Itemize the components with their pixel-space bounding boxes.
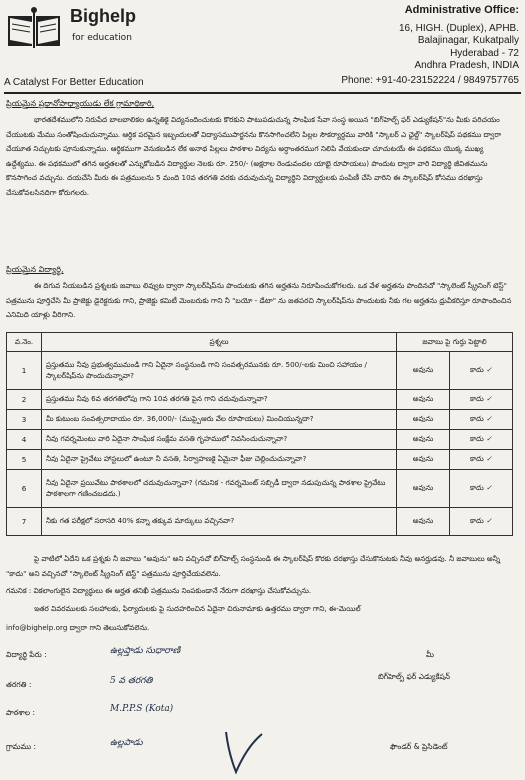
table-row <box>7 470 513 508</box>
answer-no-label: కాదు <box>469 454 484 463</box>
header-divider <box>4 92 521 94</box>
eligibility-table <box>6 332 513 536</box>
check-mark-icon: ✓ <box>483 483 493 492</box>
answer-no[interactable] <box>450 410 513 430</box>
table-row <box>7 390 513 410</box>
row-number: 6 <box>7 470 42 508</box>
brand-name: Bighelp <box>70 6 136 26</box>
table-row <box>7 450 513 470</box>
answer-yes[interactable]: అవును <box>397 470 450 508</box>
salutation-headmaster: ప్రియమైన ప్రధానోపాధ్యాయుడు లేక గ్రామాధికారి, <box>6 99 155 108</box>
office-title: Administrative Office: <box>404 4 519 16</box>
question-text: నీవు ఏదైనా ప్రయివేటు పాఠశాలలో చదువుచున్నావా? (గమనిక - గవర్నమెంట్ సబ్సిడీ ద్వారా నడుపుచున్న పాఠశాల ప్రైవేటు పాఠశాలగా గణించబడదు.) <box>42 470 397 508</box>
ineligibility-note: పై వాటిలో ఏదేని ఒక ప్రశ్నకు నీ జవాబు "అవును" అని వచ్చినచో బిగ్‌హెల్ప్ సంస్థనుండి ఈ స్కాలర్‌షిప్ కొరకు దరఖాస్తు చేసుకొనుటకు నీవు అనర్హుడవు. నీ జవాబులు అన్నీ "కాదు" అని వచ్చినచో "స్కాలెంట్ స్క్రీనింగ్ టెస్ట్" పత్రమును పూర్తిచేయవలెను. <box>6 554 501 578</box>
student-paragraph: ఈ దిగువ నీయబడిన ప్రశ్నలకు జవాబు లివ్వుట ద్వారా స్కాలర్‌షిప్‌ను పొందుటకు తగిన అర్హతను నిరూపించుకోగలరు. ఒక వేళ అర్హతను పొందినచో "స్కాలెంట్ స్క్రీనింగ్ టెస్ట్" పత్రమును పూర్తిచేసి మీ ప్రాజెక్టు డైరెక్టరుకు గాని, ప్రాజెక్టు కమిటీ మెంబరుకు గాని నీ "బయో - డేటా" ను జతపరచి స్కాలర్‌షిప్‌ను పొందుటకు నీకు గల అర్హతను ధ్రువీకరిస్తూ రూపొందించిన ఎనిమిది యాళ్లు వీరిగాని. <box>6 281 512 319</box>
school-value[interactable]: M.P.P.S (Kota) <box>110 704 174 714</box>
address-line: Balajinagar, Kukatpally <box>417 35 519 46</box>
question-text: నీవు గవర్నమెంటు వారి ఏదైనా సాంఘిక సంక్షేమ వసతి గృహములో నివసించుచున్నావా? <box>42 430 397 450</box>
phone-line: Phone: +91-40-23152224 / 9849757765 <box>341 74 519 86</box>
answer-yes[interactable]: అవును <box>397 430 450 450</box>
answer-no[interactable] <box>450 508 513 536</box>
col-header-questions: ప్రశ్నలు <box>42 333 397 352</box>
answer-no[interactable] <box>450 430 513 450</box>
question-text: ప్రస్తుతము నీవు 6వ తరగతిలోపు గాని 10వ తరగతి పైన గాని చదువుచున్నావా? <box>42 390 397 410</box>
answer-no[interactable] <box>450 352 513 390</box>
answer-no-label: కాదు <box>469 516 484 525</box>
check-mark-icon: ✓ <box>483 516 493 525</box>
table-row <box>7 352 513 390</box>
table-row <box>7 508 513 536</box>
question-text: ప్రస్తుతము నీవు ప్రభుత్వముమండి గాని ఏదైనా సంస్థనుండి గాని సంవత్సరమునకు రూ. 500/-లకు మించి సహాయం / స్కాలర్‌షిప్‌ను పొందుచున్నావా? <box>42 352 397 390</box>
label-class: తరగతి : <box>6 680 32 689</box>
brand-subtitle: for education <box>72 33 132 43</box>
office-address-block <box>319 4 519 87</box>
book-logo-icon <box>6 6 64 50</box>
col-header-answer: జవాబు పై గుర్తు పెట్టాలి <box>397 333 513 352</box>
answer-yes[interactable]: అవును <box>397 352 450 390</box>
intro-paragraph: భారతదేశములోని నిరుపేద బాలబాలికల ఉన్నతికై విద్యనందించుటకు కొరకుని పాటుపడుచున్న సాంఘిక సేవా సంస్థ అయిన "బిగ్‌హెల్ప్ ఫర్ ఎడ్యుకేషన్"ను మీకు పరిచయం చేయుటకు మేము సంతోషించుచున్నాము. ఆర్థిక పరమైన ఇబ్బందులతో విద్యాసముపార్జనను కొనసాగించలేని పిల్లల సౌకర్యార్థము వారికి "స్కాలర్ ఎ ఛైల్డ్" స్కాలర్‌షిప్ పథకము ద్వారా చేయూత నిచ్చుటకు పూనుకున్నాము. ఆర్థికముగా వెనుకబడిన లేక అనాథ పిల్లలు పాఠశాల విద్యను అర్ధాంతరముగ నిలిపి వేయకుండా చూచుటయే ఈ పథకము యొక్క ముఖ్య ఉద్దేశ్యము. ఈ పథకములో తగిన అర్హతలతో ఎన్నుకోబడిన విద్యార్థుల నెలకు రూ. 250/- (అక్షరాల రెండువందల యాభై రూపాయలు) పొందుట ద్వారా వారి విద్యార్థి జీవితమును కొనసాగించ వచ్చును. దయచేసి మీరు ఈ పత్రములను 5 మంది 10వ తరగతి వరకు చదువుచున్న విద్యార్థిని విద్యార్థులకు పంపిణీ చేసి వారిని ఈ స్కాలర్‌షిప్ కోసము దరఖాస్తు చేసుకోవలసినదిగా కోరుగలరు. <box>6 115 502 197</box>
answer-yes[interactable]: అవును <box>397 450 450 470</box>
table-row <box>7 430 513 450</box>
contact-note: ఇతర వివరములకు సలహాలకు, ఫిర్యాదులకు పై సుదహరించిన ఏదైనా చిరునామాకు ఉత్తరము ద్వారా గాని, ఈ-మెయిల్ <box>34 604 361 613</box>
question-text: నీవు ఏదైనా ప్రైవేటు హాస్టలులో ఉంటూ నీ వసతి, సిర్వాహణకై ఏమైనా ఫీజు చెల్లించుచున్నావా? <box>42 450 397 470</box>
student-name-value[interactable]: ఉల్లప్తాడు సుధారాణి <box>110 646 181 656</box>
col-header-no: వ.నెం. <box>7 333 42 352</box>
salutation-student: ప్రియమైన విద్యార్థి, <box>6 265 64 274</box>
question-text: నీకు గత పరీక్షలో సరాసరి 40% కన్నా తక్కువ మార్కులు వచ్చినవా? <box>42 508 397 536</box>
table-row <box>7 410 513 430</box>
check-mark-icon: ✓ <box>483 365 493 374</box>
class-value[interactable]: 5 వ తరగతి <box>110 676 153 686</box>
check-mark-icon: ✓ <box>483 394 493 403</box>
pen-mark <box>222 728 272 778</box>
row-number: 7 <box>7 508 42 536</box>
answer-yes[interactable]: అవును <box>397 410 450 430</box>
answer-no-label: కాదు <box>469 483 484 492</box>
answer-no-label: కాదు <box>469 414 484 423</box>
row-number: 4 <box>7 430 42 450</box>
closing-signatory: ఫౌండర్ & ప్రెసిడెంట్ <box>390 742 448 751</box>
answer-no[interactable] <box>450 390 513 410</box>
row-number: 1 <box>7 352 42 390</box>
answer-no-label: కాదు <box>469 365 484 374</box>
answer-yes[interactable]: అవును <box>397 390 450 410</box>
check-mark-icon: ✓ <box>483 434 493 443</box>
table-header-row <box>7 333 513 352</box>
row-number: 3 <box>7 410 42 430</box>
label-school: పాఠశాల : <box>6 708 36 717</box>
row-number: 2 <box>7 390 42 410</box>
answer-no[interactable] <box>450 470 513 508</box>
answer-yes[interactable]: అవును <box>397 508 450 536</box>
label-village: గ్రామము : <box>6 742 37 751</box>
row-number: 5 <box>7 450 42 470</box>
address-line: Hyderabad - 72 <box>450 47 519 59</box>
answer-no[interactable] <box>450 450 513 470</box>
closing-org: బిగ్‌హెల్ప్ ఫర్ ఎడ్యుకేషన్ <box>378 672 451 681</box>
question-text: మీ కుటుంబ సంవత్సరాదాయం రూ. 36,000/- (ముప్పైఆరు వేల రూపాయలు) మించియున్నదా? <box>42 410 397 430</box>
check-mark-icon: ✓ <box>483 454 493 463</box>
tagline: A Catalyst For Better Education <box>4 77 144 88</box>
check-mark-icon: ✓ <box>483 414 493 423</box>
village-value[interactable]: ఉల్లపాడు <box>110 738 143 748</box>
closing-mee: మీ <box>426 650 434 659</box>
label-student-name: విద్యార్థి పేరు : <box>6 650 47 659</box>
answer-no-label: కాదు <box>469 394 484 403</box>
disability-note: గమనిక : వికలాంగులైన విద్యార్థులు ఈ అర్హత తనిఖీ పత్రమును నింపకుండానే నేరుగా దరఖాస్తు చేసుకోవచ్చును. <box>6 586 312 595</box>
answer-no-label: కాదు <box>469 434 484 443</box>
address-line: 16, HIGH. (Duplex), APHB. <box>398 22 519 34</box>
address-line: Andhra Pradesh, INDIA <box>414 60 519 71</box>
email-line: info@bighelp.org ద్వారా గాని తెలుసుకోవలెను. <box>6 623 150 632</box>
